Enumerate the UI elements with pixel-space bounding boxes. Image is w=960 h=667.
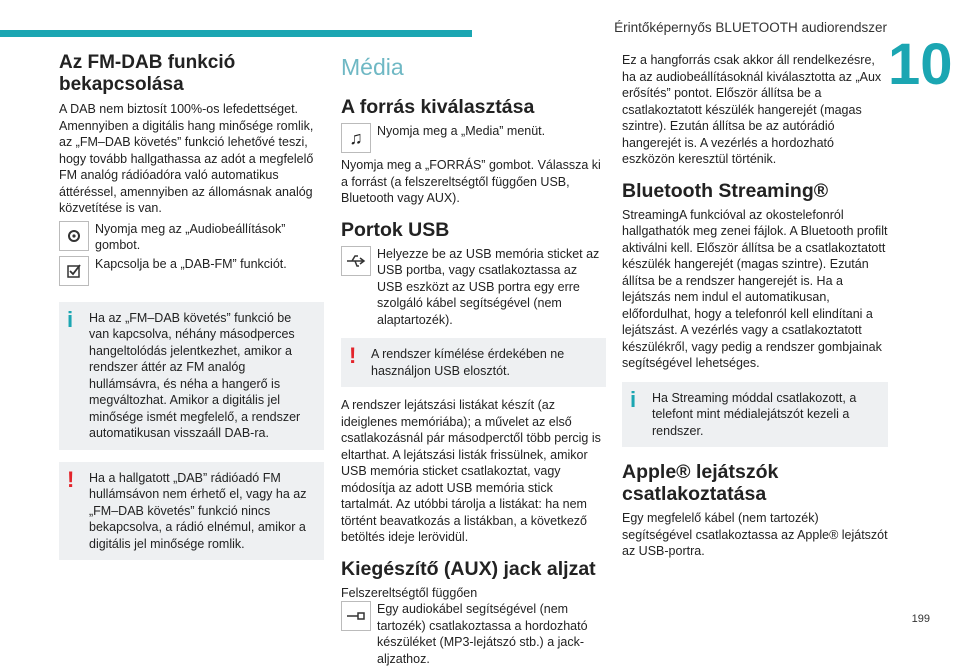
- paragraph-source: Nyomja meg a „FORRÁS” gombot. Válassza ki a forrást (a felszereltségtől függően USB, Bluetooth vagy AUX).: [341, 158, 601, 205]
- step-usb: [341, 246, 606, 329]
- heading-bluetooth: Bluetooth Streaming®: [622, 179, 829, 202]
- checkbox-icon: [59, 256, 89, 286]
- info-box: [59, 302, 324, 450]
- step-text: Nyomja meg a „Media” menüt.: [377, 124, 546, 138]
- jack-icon: [341, 601, 371, 631]
- warning-text: Ha a hallgatott „DAB” rádióadó FM hullámsávon nem érhető el, vagy ha az „FM–DAB követés” funkció nincs bekapcsolva, a rádió elnémul, amikor a digitális jel minősége romlik.: [89, 470, 307, 551]
- aux-note: Felszereltségtől függően: [341, 585, 478, 600]
- paragraph-dab-intro: A DAB nem biztosít 100%-os lefedettséget. Amennyiben a digitális hang minősége romlik, az „FM–DAB követés” funkció lehetővé teszi, hogy tovább hallgathassa az adót a megfelelő FM analóg rádióadóra való automatikus áttéréssel, amennyiben az állomásnak analóg közvetítése is van.: [59, 102, 314, 215]
- usb-icon: [341, 246, 371, 276]
- chapter-title: Érintőképernyős BLUETOOTH audiorendszer: [614, 20, 887, 35]
- chapter-number: 10: [888, 32, 953, 97]
- heading-fm-dab: Az FM-DAB funkció bekapcsolása: [59, 52, 236, 95]
- bluetooth-info-box: [622, 382, 888, 448]
- step-dab-fm: [59, 256, 324, 286]
- warning-icon: !: [349, 343, 357, 368]
- heading-apple: Apple® lejátszók csatlakoztatása: [622, 461, 779, 505]
- paragraph-bluetooth: StreamingA funkcióval az okostelefonról hallgathatók meg zenei fájlok. A Bluetooth profilt aktiválni kell. Először állítsa be a csatlakoztatott készülék hangerejét (magas szintre). Ezután állítsa be a rendszer hangerejét is. Ha a lejátszás nem indul el automatikusan, előfordulhat, hogy a telefonról kell elindítani a lejátszást. A vezérlés vagy a csatlakoztatott készülékről, vagy pedig a rendszer gombjainak segítségével lehetséges.: [622, 207, 888, 370]
- step-audio-settings: [59, 221, 324, 254]
- header-bar: [0, 30, 472, 37]
- heading-usb: Portok USB: [341, 218, 450, 241]
- paragraph-aux-volume: Ez a hangforrás csak akkor áll rendelkezésre, ha az audiobeállításoknál kiválasztotta az „Aux erősítés” pontot. Először állítsa be a csatlakoztatott készülék hangerejét (magas szintre). Ezután állítsa be az autórádió hangerejét is. A vezérlés a hordozható eszközön keresztül történik.: [622, 53, 882, 166]
- step-text: Kapcsolja be a „DAB-FM” funkciót.: [95, 256, 287, 271]
- paragraph-playlists: A rendszer lejátszási listákat készít (az ideiglenes memóriába); a művelet az első csatlakozásnál pár másodperctől több percig is eltarthat. A lejátszási listák frissülnek, amikor USB memória sticket csatlakoztat, vagy módosítja az adott USB memória stick tartalmát. Az utóbbi tárolja a listákat: ha nem történt beavatkozás a listákban, a következő betöltés ideje lerövidül.: [341, 398, 601, 544]
- heading-source: A forrás kiválasztása: [341, 96, 535, 118]
- section-media: Média: [341, 54, 404, 80]
- column-fm-dab: [59, 52, 324, 560]
- aux-text: Egy audiokábel segítségével (nem tartozék) csatlakoztassa a hordozható készüléket (MP3-lejátszó stb.) a jack-aljzathoz.: [377, 602, 588, 666]
- usb-warning-box: [341, 338, 606, 387]
- column-media: [341, 52, 606, 667]
- paragraph-apple: Egy megfelelő kábel (nem tartozék) segítségével csatlakoztassa az Apple® lejátszót az USB-portra.: [622, 511, 888, 558]
- step-aux: [341, 601, 606, 667]
- warning-box: [59, 462, 324, 561]
- step-text: Nyomja meg az „Audiobeállítások” gombot.: [95, 221, 286, 252]
- info-icon: i: [630, 386, 637, 412]
- info-text: Ha Streaming móddal csatlakozott, a telefont mint médialejátszót kezeli a rendszer.: [652, 390, 857, 438]
- column-bluetooth: [622, 52, 888, 560]
- step-media: [341, 123, 606, 153]
- warning-text: A rendszer kímélése érdekében ne használjon USB elosztót.: [371, 347, 565, 378]
- info-icon: i: [67, 306, 74, 332]
- warning-icon: !: [67, 466, 75, 492]
- music-note-icon: ♫: [341, 123, 371, 153]
- info-text: Ha az „FM–DAB követés” funkció be van kapcsolva, néhány másodperces hangeltolódás jelentkezhet, amikor a rendszer áttér az FM analóg hullámsávra, és néha a hangerő is megváltozhat. Amikor a digitális jel minősége ismét megfelelő, a rendszer automatikusan visszaáll DAB-ra.: [89, 310, 301, 440]
- page-number: 199: [911, 613, 930, 625]
- usb-text: Helyezze be az USB memória sticket az USB portba, vagy csatlakoztassa az USB eszközt az USB portra egy erre szolgáló kábel segítségével (nem alaptartozék).: [377, 246, 600, 327]
- settings-icon: [59, 221, 89, 251]
- heading-aux: Kiegészítő (AUX) jack aljzat: [341, 557, 596, 580]
